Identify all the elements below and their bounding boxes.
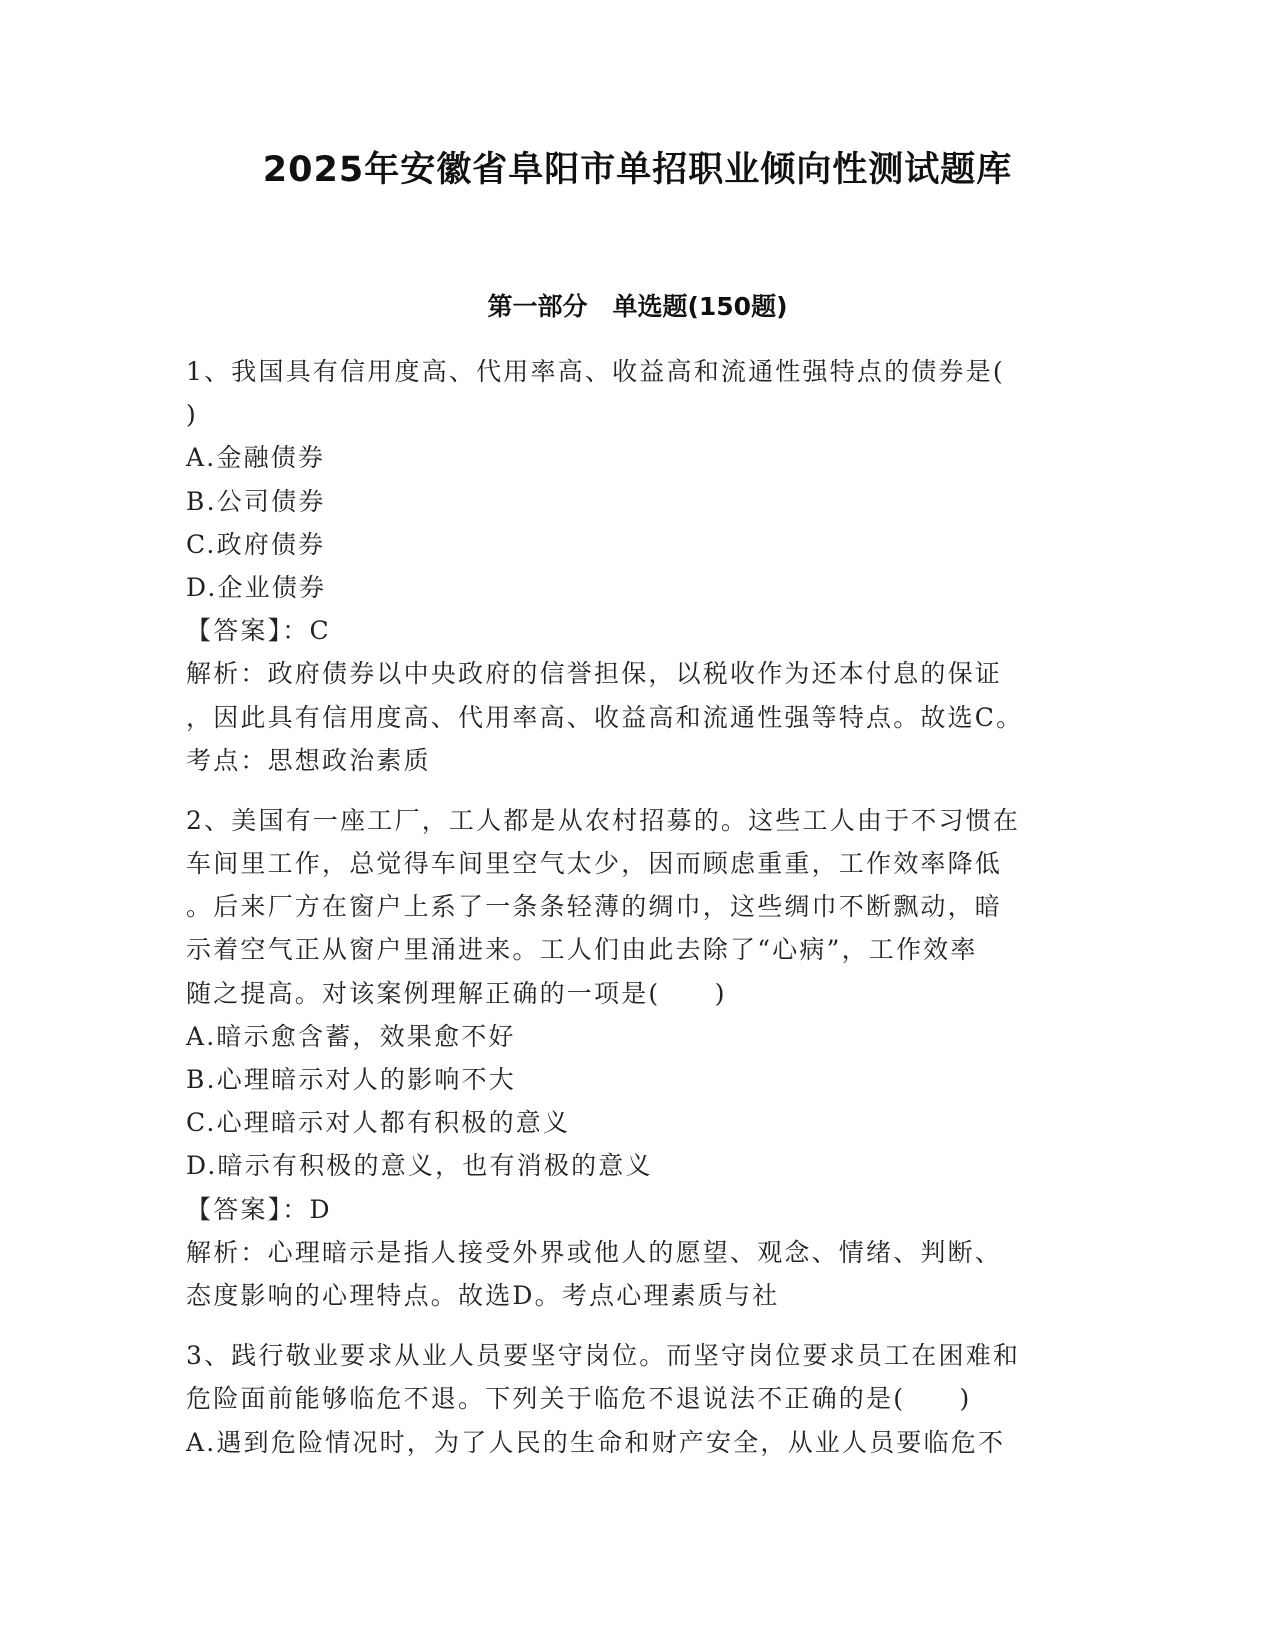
question-stem-line: 。后来厂方在窗户上系了一条条轻薄的绸巾，这些绸巾不断飘动，暗 (186, 892, 1003, 922)
analysis-line: ，因此具有信用度高、代用率高、收益高和流通性强等特点。故选C。 (186, 702, 1024, 732)
question-1 (186, 350, 1086, 782)
question-3 (186, 1334, 1086, 1464)
option-a: A.遇到危险情况时，为了人民的生命和财产安全，从业人员要临危不 (186, 1427, 1006, 1457)
section-title: 第一部分 单选题(150题) (487, 292, 788, 321)
question-stem-line: 车间里工作，总觉得车间里空气太少，因而顾虑重重，工作效率降低 (186, 849, 1003, 879)
analysis-line: 解析：心理暗示是指人接受外界或他人的愿望、观念、情绪、判断、 (186, 1237, 1003, 1267)
question-stem-line: ) (186, 400, 198, 430)
question-stem-line: 3、践行敬业要求从业人员要坚守岗位。而坚守岗位要求员工在困难和 (186, 1341, 1021, 1371)
question-stem-line: 随之提高。对该案例理解正确的一项是( ) (186, 978, 727, 1008)
option-d: D.企业债券 (186, 572, 327, 602)
question-stem-line: 危险面前能够临危不退。下列关于临危不退说法不正确的是( ) (186, 1384, 972, 1414)
question-2 (186, 799, 1086, 1317)
option-b: B.公司债券 (186, 486, 326, 516)
question-stem-line: 示着空气正从窗户里涌进来。工人们由此去除了“心病”，工作效率 (186, 935, 978, 965)
analysis-line: 解析：政府债券以中央政府的信誉担保，以税收作为还本付息的保证 (186, 659, 1003, 689)
document-title: 2025年安徽省阜阳市单招职业倾向性测试题库 (262, 150, 1013, 190)
option-b: B.心理暗示对人的影响不大 (186, 1065, 516, 1094)
question-stem-line: 1、我国具有信用度高、代用率高、收益高和流通性强特点的债券是( (186, 357, 1005, 386)
option-a: A.金融债券 (186, 443, 326, 473)
analysis-line: 考点：思想政治素质 (186, 745, 431, 775)
question-list (186, 350, 1086, 1481)
question-stem-line: 2、美国有一座工厂，工人都是从农村招募的。这些工人由于不习惯在 (186, 805, 1021, 835)
answer-line: 【答案】：C (186, 616, 331, 646)
option-d: D.暗示有积极的意义，也有消极的意义 (186, 1151, 653, 1181)
option-c: C.心理暗示对人都有积极的意义 (186, 1108, 571, 1138)
analysis-line: 态度影响的心理特点。故选D。考点心理素质与社 (186, 1280, 780, 1310)
answer-line: 【答案】：D (186, 1194, 332, 1224)
option-a: A.暗示愈含蓄，效果愈不好 (186, 1021, 516, 1051)
option-c: C.政府债券 (186, 529, 326, 559)
